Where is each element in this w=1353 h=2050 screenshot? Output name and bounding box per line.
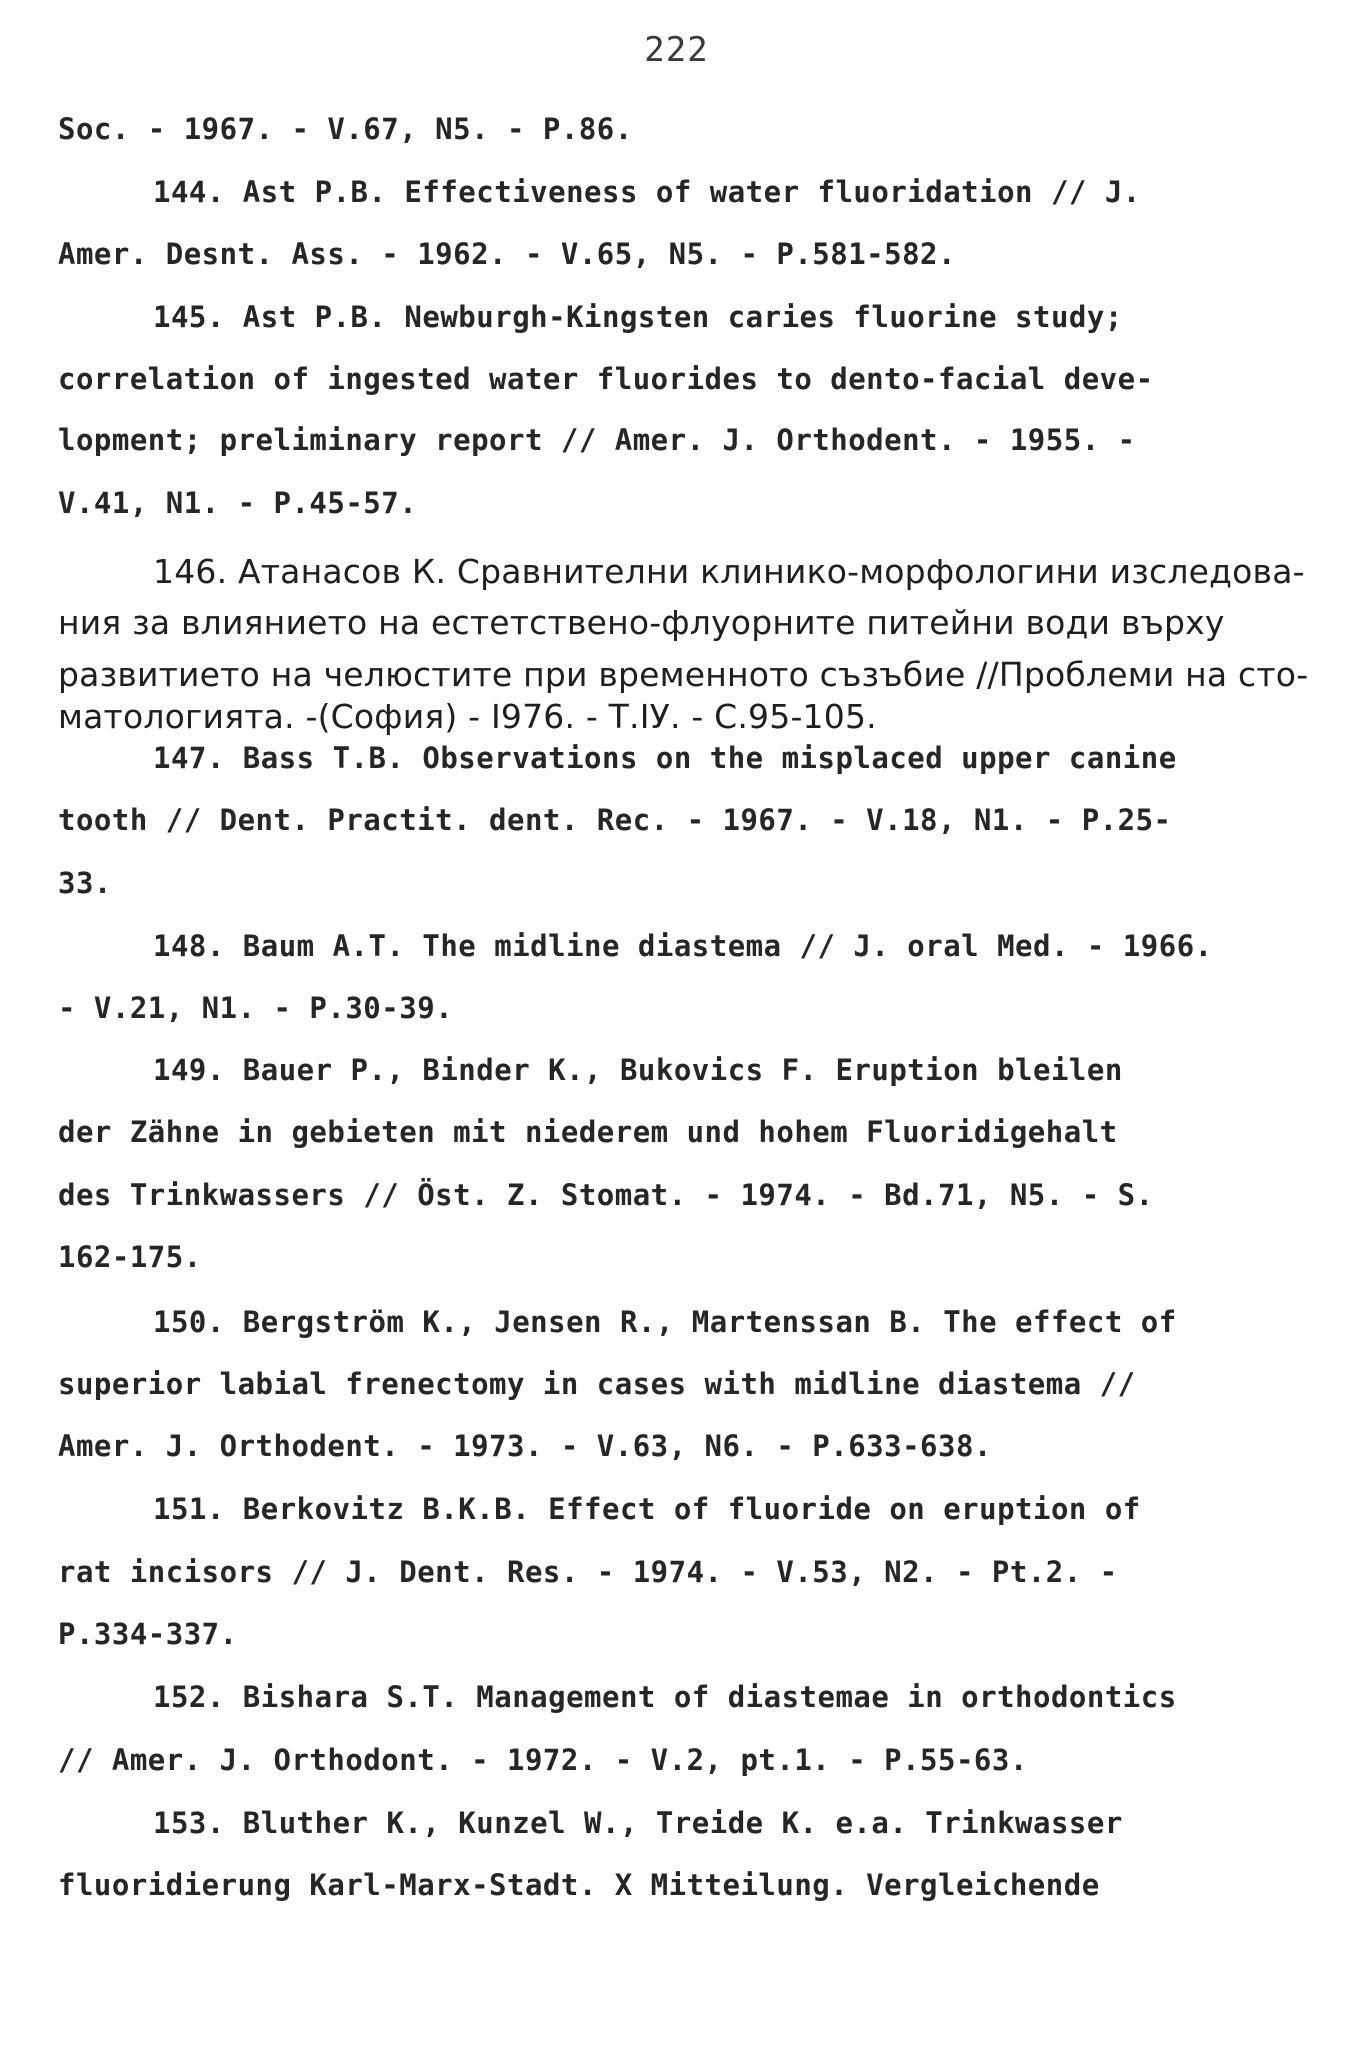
ref-143-line-end: Soc. - 1967. - V.67, N5. - P.86.	[58, 112, 633, 146]
ref-148-line-1: 148. Baum A.T. The midline diastema // J. oral Med. - 1966.	[153, 929, 1213, 963]
ref-150-line-1: 150. Bergström K., Jensen R., Martenssan B. The effect of	[153, 1305, 1177, 1339]
ref-153-line-1: 153. Bluther K., Kunzel W., Treide K. e.a. Trinkwasser	[153, 1806, 1123, 1840]
ref-149-line-1: 149. Bauer P., Binder K., Bukovics F. Eruption bleilen	[153, 1053, 1123, 1087]
ref-150-line-2: superior labial frenectomy in cases with midline diastema //	[58, 1367, 1136, 1401]
ref-152-line-1: 152. Bishara S.T. Management of diastemae in orthodontics	[153, 1680, 1177, 1714]
ref-151-line-3: P.334-337.	[58, 1617, 238, 1651]
ref-145-line-3: lopment; preliminary report // Amer. J. Orthodent. - 1955. -	[58, 423, 1136, 457]
ref-151-line-1: 151. Berkovitz B.K.B. Effect of fluoride on eruption of	[153, 1492, 1141, 1526]
ref-150-line-3: Amer. J. Orthodent. - 1973. - V.63, N6. - P.633-638.	[58, 1429, 992, 1463]
ref-145-line-2: correlation of ingested water fluorides to dento-facial deve-	[58, 362, 1154, 396]
ref-144-line-2: Amer. Desnt. Ass. - 1962. - V.65, N5. - P.581-582.	[58, 237, 956, 271]
ref-147-line-3: 33.	[58, 866, 112, 900]
ref-149-line-4: 162-175.	[58, 1240, 202, 1274]
ref-144-line-1: 144. Ast P.B. Effectiveness of water fluoridation // J.	[153, 175, 1141, 209]
ref-145-line-1: 145. Ast P.B. Newburgh-Kingsten caries fluorine study;	[153, 300, 1123, 334]
ref-146-line-3: развитието на челюстите при временното съзъбие //Проблеми на сто-	[58, 655, 1309, 694]
ref-151-line-2: rat incisors // J. Dent. Res. - 1974. - V.53, N2. - Pt.2. -	[58, 1555, 1118, 1589]
ref-149-line-3: des Trinkwassers // Öst. Z. Stomat. - 1974. - Bd.71, N5. - S.	[58, 1178, 1154, 1212]
ref-146-line-4: матологията. -(София) - I976. - Т.IУ. - С.95-105.	[58, 697, 877, 736]
ref-148-line-2: - V.21, N1. - P.30-39.	[58, 991, 454, 1025]
ref-149-line-2: der Zähne in gebieten mit niederem und hohem Fluoridigehalt	[58, 1115, 1118, 1149]
ref-146-line-1: 146. Атанасов К. Сравнителни клинико-морфологини изследова-	[153, 552, 1305, 591]
ref-146-line-2: ния за влиянието на естетствено-флуорните питейни води върху	[58, 603, 1225, 642]
ref-147-line-2: tooth // Dent. Practit. dent. Rec. - 1967. - V.18, N1. - P.25-	[58, 803, 1172, 837]
page-number: 222	[644, 30, 709, 70]
ref-152-line-2: // Amer. J. Orthodont. - 1972. - V.2, pt.1. - P.55-63.	[58, 1743, 1028, 1777]
ref-145-line-4: V.41, N1. - P.45-57.	[58, 486, 418, 520]
ref-147-line-1: 147. Bass T.B. Observations on the misplaced upper canine	[153, 741, 1177, 775]
ref-153-line-2: fluoridierung Karl-Marx-Stadt. X Mitteilung. Vergleichende	[58, 1868, 1100, 1902]
